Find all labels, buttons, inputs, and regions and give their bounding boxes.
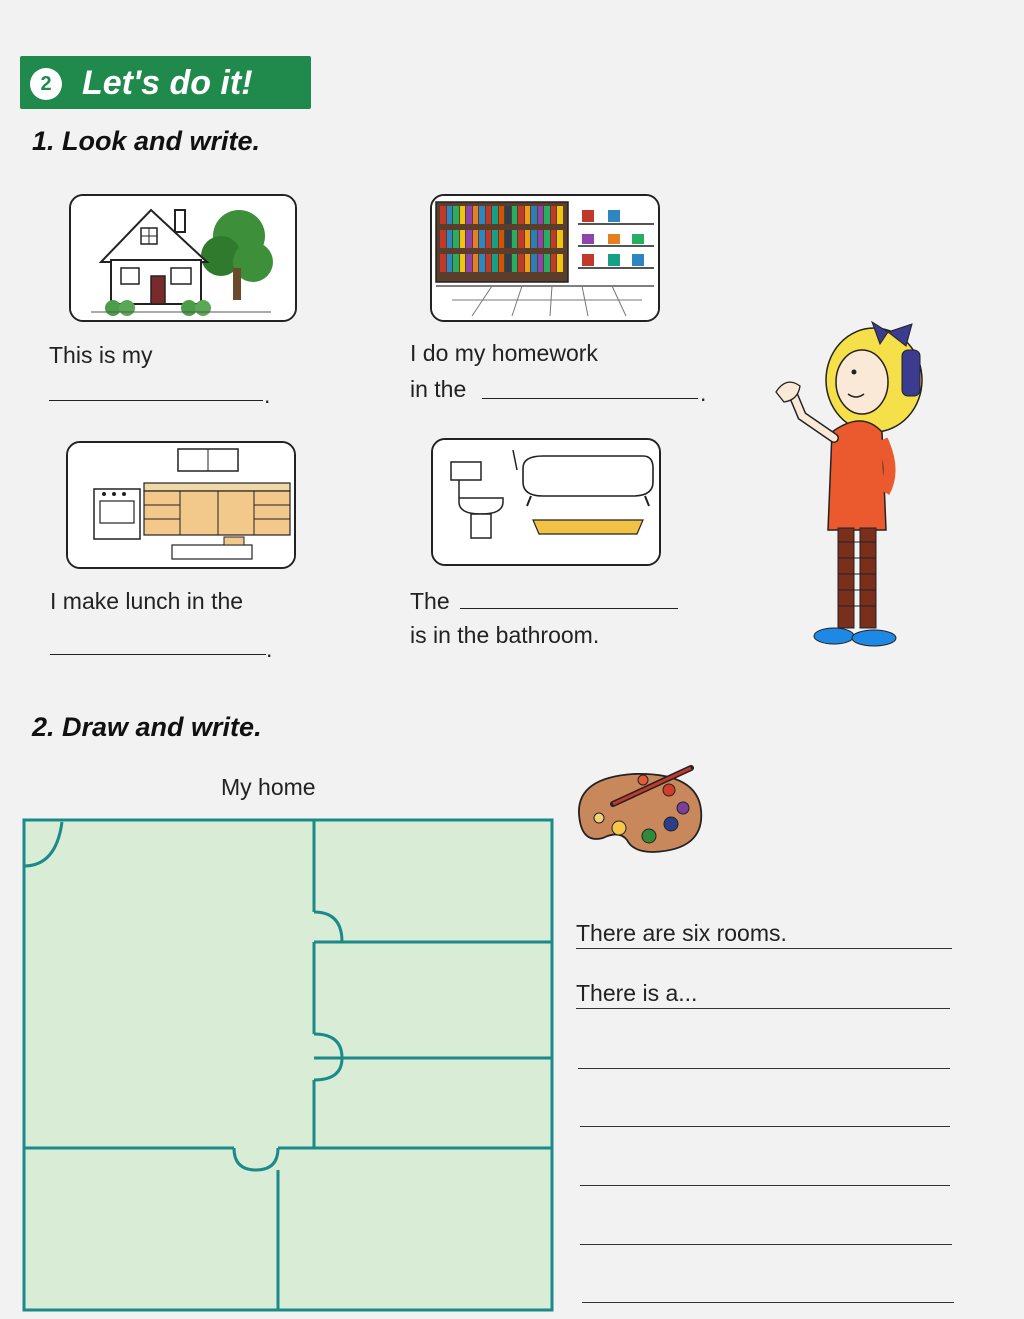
section2-title: 2. Draw and write. [32, 712, 262, 742]
item4-answer-line[interactable] [460, 608, 678, 609]
section1-title: 1. Look and write. [32, 126, 261, 156]
writing-line-2-text: There is a... [576, 980, 698, 1006]
writing-line-4-text [580, 1098, 950, 1126]
writing-line-5[interactable] [580, 1157, 950, 1186]
writing-line-6-text [580, 1216, 952, 1244]
girl-illustration [762, 320, 932, 660]
item4-sentence-start: The [410, 588, 450, 614]
writing-line-7-rule [582, 1302, 954, 1303]
item2-sentence: I do my homework [410, 340, 598, 366]
writing-line-1-text: There are six rooms. [576, 920, 787, 946]
writing-line-1[interactable] [576, 920, 952, 949]
item3-period: . [266, 636, 273, 662]
item4-sentence: is in the bathroom. [410, 622, 600, 648]
writing-line-4[interactable] [580, 1098, 950, 1127]
banner-number-badge: 2 [30, 68, 62, 100]
item3-sentence: I make lunch in the [50, 588, 244, 614]
item1-answer-line[interactable] [49, 400, 263, 401]
item3-answer-line[interactable] [50, 654, 266, 655]
writing-line-3-text [578, 1040, 950, 1068]
writing-line-6-rule [580, 1244, 952, 1245]
writing-line-3-rule [578, 1068, 950, 1069]
plan-title: My home [221, 774, 316, 800]
house-icon [69, 194, 297, 322]
writing-line-5-rule [580, 1185, 950, 1186]
paint-palette-icon [573, 764, 707, 860]
writing-line-2[interactable] [576, 980, 950, 1009]
item2-sentence-start: in the [410, 376, 467, 402]
item1-sentence: This is my [49, 342, 153, 368]
item2-period: . [700, 380, 707, 406]
writing-line-3[interactable] [578, 1040, 950, 1069]
writing-line-1-rule [576, 948, 952, 949]
writing-line-7[interactable] [582, 1274, 954, 1303]
study-room-icon [430, 194, 660, 322]
bathroom-icon [431, 438, 661, 566]
item1-period: . [264, 382, 271, 408]
writing-line-5-text [580, 1157, 950, 1185]
floor-plan[interactable] [20, 818, 556, 1314]
item2-answer-line[interactable] [482, 398, 698, 399]
writing-line-7-text [582, 1274, 954, 1302]
banner-title: Let's do it! [82, 64, 253, 102]
writing-line-6[interactable] [580, 1216, 952, 1245]
kitchen-icon [66, 441, 296, 569]
writing-line-4-rule [580, 1126, 950, 1127]
writing-line-2-rule [576, 1008, 950, 1009]
